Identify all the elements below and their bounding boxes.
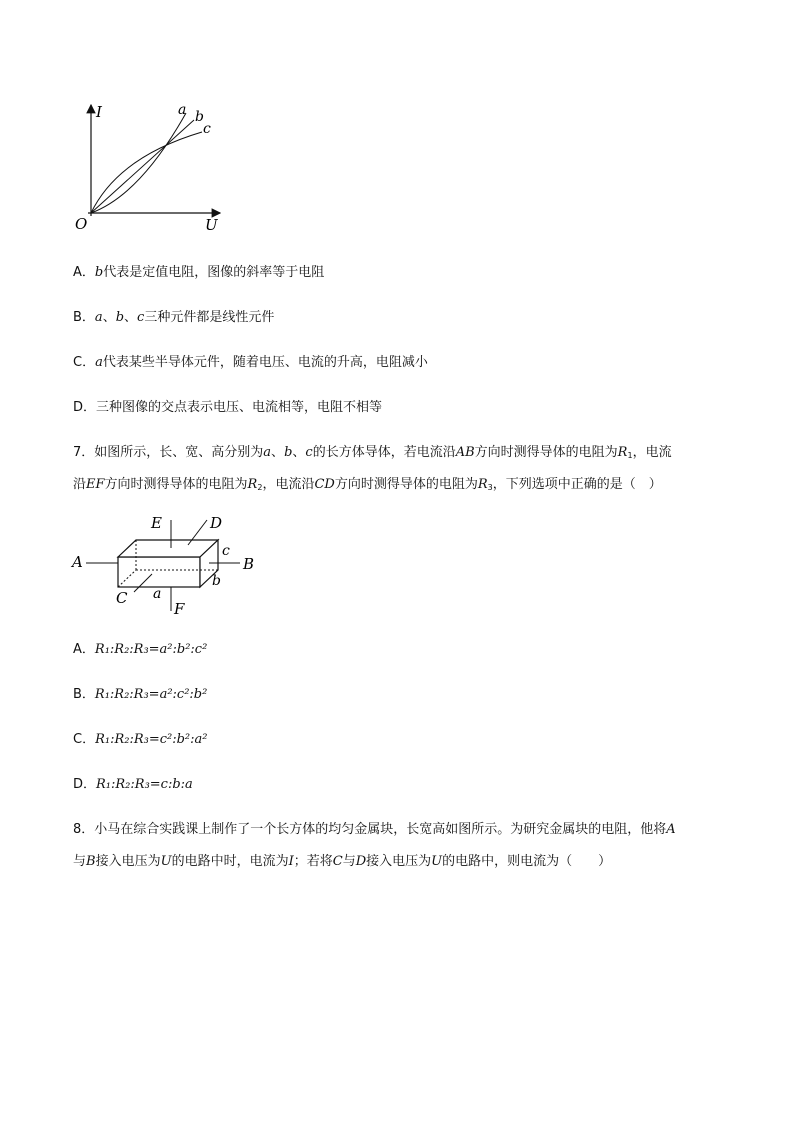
q7-text: 的长方体导体，若电流沿 [312, 445, 456, 460]
label-e-upper: E [151, 514, 162, 532]
option-prefix: B． [73, 687, 95, 702]
label-a-lower: a [153, 586, 162, 602]
q6-option-a[interactable] [73, 264, 324, 282]
q7-text: ，下列选项中正确的是（ ） [492, 477, 662, 492]
iu-graph-figure [60, 95, 240, 240]
label-b-lower: b [212, 573, 221, 589]
option-separator: 、 [124, 310, 138, 325]
q7-var-r1: R [617, 445, 628, 460]
curve-a-label: a [178, 102, 187, 118]
q7-var-ab: AB [455, 445, 475, 460]
q8-text: 接入电压为 [95, 854, 161, 869]
q7-var-r2: R [247, 477, 258, 492]
q7-option-d[interactable] [73, 776, 193, 794]
q8-var-u: U [431, 854, 443, 869]
label-f-upper: F [174, 600, 185, 618]
box-figure [66, 510, 266, 620]
option-prefix: A． [73, 642, 95, 657]
option-prefix: C． [73, 355, 96, 370]
q7-sep: 、 [271, 445, 285, 460]
q7-var-r3: R [477, 477, 488, 492]
q7-var-b: b [284, 445, 293, 460]
q6-option-c[interactable] [73, 354, 428, 372]
q7-text: 方向时测得导体的电阻为 [104, 477, 248, 492]
curve-c [91, 132, 202, 213]
q8-var-d: D [355, 854, 367, 869]
axis-i-label: I [96, 103, 102, 121]
q7-sep: 、 [292, 445, 306, 460]
q7-var-ef: EF [86, 477, 105, 492]
q8-text: ；若将 [293, 854, 333, 869]
option-variable: a [94, 310, 103, 325]
q8-var-u: U [160, 854, 172, 869]
option-prefix: D． [73, 777, 97, 792]
q7-text: ，电流 [632, 445, 672, 460]
q6-option-d[interactable] [73, 399, 382, 417]
q7-var-c: c [305, 445, 313, 460]
option-variable: c [137, 310, 145, 325]
q8-var-i: I [288, 854, 294, 869]
q6-option-b[interactable] [73, 309, 274, 327]
label-c-lower: c [222, 543, 230, 559]
q7-text: ，电流沿 [262, 477, 315, 492]
curve-b [91, 120, 194, 213]
option-text: 代表某些半导体元件，随着电压、电流的升高，电阻减小 [102, 355, 428, 370]
q8-var-b: B [86, 854, 96, 869]
option-text: 三种图像的交点表示电压、电流相等，电阻不相等 [96, 400, 383, 415]
q8-text: 8．小马在综合实践课上制作了一个长方体的均匀金属块，长宽高如图所示。为研究金属块的电阻，他将 [73, 822, 667, 837]
q8-var-c: C [332, 854, 343, 869]
origin-label: O [75, 215, 88, 233]
box-front-face [118, 557, 200, 587]
q7-text: 沿 [73, 477, 87, 492]
option-formula: R₁:R₂:R₃=c:b:a [96, 777, 193, 792]
option-prefix: B． [73, 310, 95, 325]
option-formula: R₁:R₂:R₃=a²:c²:b² [94, 687, 208, 702]
label-c-upper: C [116, 589, 128, 607]
q7-option-c[interactable] [73, 731, 207, 749]
label-b-upper: B [243, 555, 255, 573]
q7-option-a[interactable] [73, 641, 207, 659]
curve-b-label: b [195, 109, 204, 125]
q7-sub: 1 [627, 451, 633, 460]
option-variable: b [115, 310, 125, 325]
q8-text: 与 [73, 854, 87, 869]
q7-var-cd: CD [314, 477, 335, 492]
option-variable: a [95, 355, 103, 370]
option-text: 代表是定值电阻，图像的斜率等于电阻 [103, 265, 325, 280]
option-formula: R₁:R₂:R₃=a²:b²:c² [94, 642, 208, 657]
q8-text: 的电路中，则电流为（ ） [442, 854, 612, 869]
option-variable: b [94, 265, 104, 280]
q8-stem-line1 [73, 821, 676, 839]
curve-c-label: c [203, 121, 211, 137]
option-separator: 、 [102, 310, 116, 325]
option-text: 三种元件都是线性元件 [144, 310, 275, 325]
option-prefix: D． [73, 400, 97, 415]
q7-text: 方向时测得导体的电阻为 [474, 445, 618, 460]
q7-var-a: a [263, 445, 272, 460]
q7-option-b[interactable] [73, 686, 207, 704]
q7-text: 7．如图所示，长、宽、高分别为 [73, 445, 264, 460]
q7-stem-line1 [73, 444, 672, 462]
option-formula: R₁:R₂:R₃=c²:b²:a² [95, 732, 208, 747]
q8-text: 的电路中时，电流为 [171, 854, 289, 869]
q8-var-a: A [666, 822, 676, 837]
label-d-upper: D [210, 514, 223, 532]
q7-sub: 3 [487, 483, 493, 492]
q8-text: 与 [342, 854, 356, 869]
option-prefix: C． [73, 732, 96, 747]
q7-stem-line2 [73, 476, 662, 494]
curve-a [91, 113, 186, 213]
axis-u-label: U [205, 216, 218, 234]
q7-text: 方向时测得导体的电阻为 [334, 477, 478, 492]
q8-text: 接入电压为 [366, 854, 432, 869]
option-prefix: A． [73, 265, 95, 280]
label-a-upper: A [72, 553, 83, 571]
q8-stem-line2 [73, 853, 611, 871]
q7-sub: 2 [257, 483, 263, 492]
